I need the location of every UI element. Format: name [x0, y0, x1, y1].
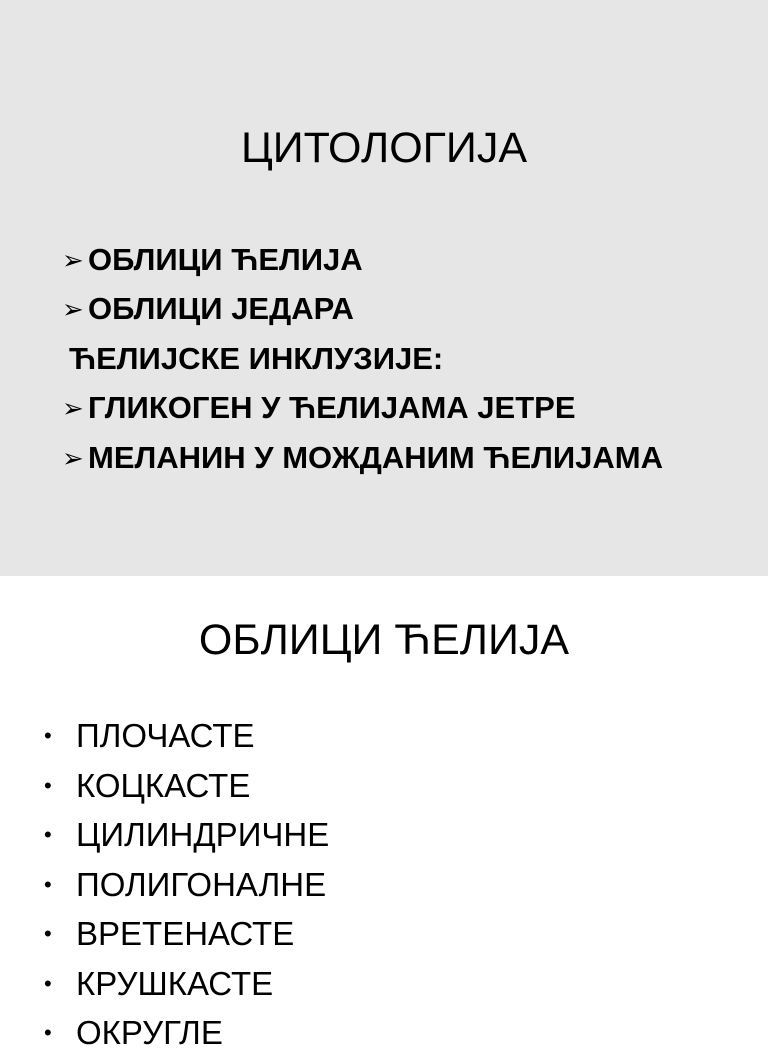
list-item-text: ПЛОЧАСТЕ [76, 717, 255, 754]
list-item-text: ОКРУГЛЕ [76, 1014, 223, 1051]
list-item-text: ОБЛИЦИ ЋЕЛИЈА [88, 241, 363, 277]
list-item [62, 384, 663, 434]
bullet-icon: • [44, 723, 52, 748]
slide-title: ЦИТОЛОГИЈА [240, 124, 528, 172]
list-item-text: ГЛИКОГЕН У ЋЕЛИЈАМА ЈЕТРЕ [88, 390, 576, 426]
list-item-text: ПОЛИГОНАЛНЕ [76, 865, 327, 903]
slide-title: ОБЛИЦИ ЋЕЛИЈА [198, 616, 570, 664]
list-item [44, 761, 329, 811]
list-item [44, 909, 329, 959]
list-item-text: ОБЛИЦИ ЈЕДАРА [88, 291, 354, 327]
arrow-bullet-icon: ➢ [62, 442, 84, 473]
bullet-icon: • [44, 772, 52, 798]
bullet-icon: • [44, 871, 52, 897]
list-item [44, 810, 329, 860]
list-item-text: МЕЛАНИН У МОЖДАНИМ ЋЕЛИЈАМА [88, 439, 663, 475]
slide-cell-shapes [0, 576, 768, 1051]
bullet-icon: • [44, 1020, 52, 1045]
list-item [44, 860, 329, 910]
bullet-icon: • [44, 970, 52, 996]
list-item [44, 959, 329, 1009]
list-item [62, 433, 663, 483]
cell-shape-list [44, 711, 329, 1058]
list-item-text: КОЦКАСТЕ [76, 766, 251, 804]
list-item [62, 334, 663, 384]
topic-list [62, 235, 663, 483]
list-item-text: ЦИЛИНДРИЧНЕ [76, 816, 330, 853]
bullet-icon: • [44, 822, 52, 847]
arrow-bullet-icon: ➢ [62, 393, 84, 424]
arrow-bullet-icon: ➢ [62, 294, 84, 325]
list-item-text: ВРЕТЕНАСТЕ [76, 915, 295, 952]
list-item [44, 1008, 329, 1058]
list-item [62, 285, 663, 335]
list-item [44, 711, 329, 761]
list-item-text: ЋЕЛИЈСКЕ ИНКЛУЗИЈЕ: [69, 340, 444, 376]
arrow-bullet-icon: ➢ [62, 244, 84, 275]
bullet-icon: • [44, 921, 52, 946]
list-item-text: КРУШКАСТЕ [76, 964, 274, 1002]
list-item [62, 235, 663, 285]
